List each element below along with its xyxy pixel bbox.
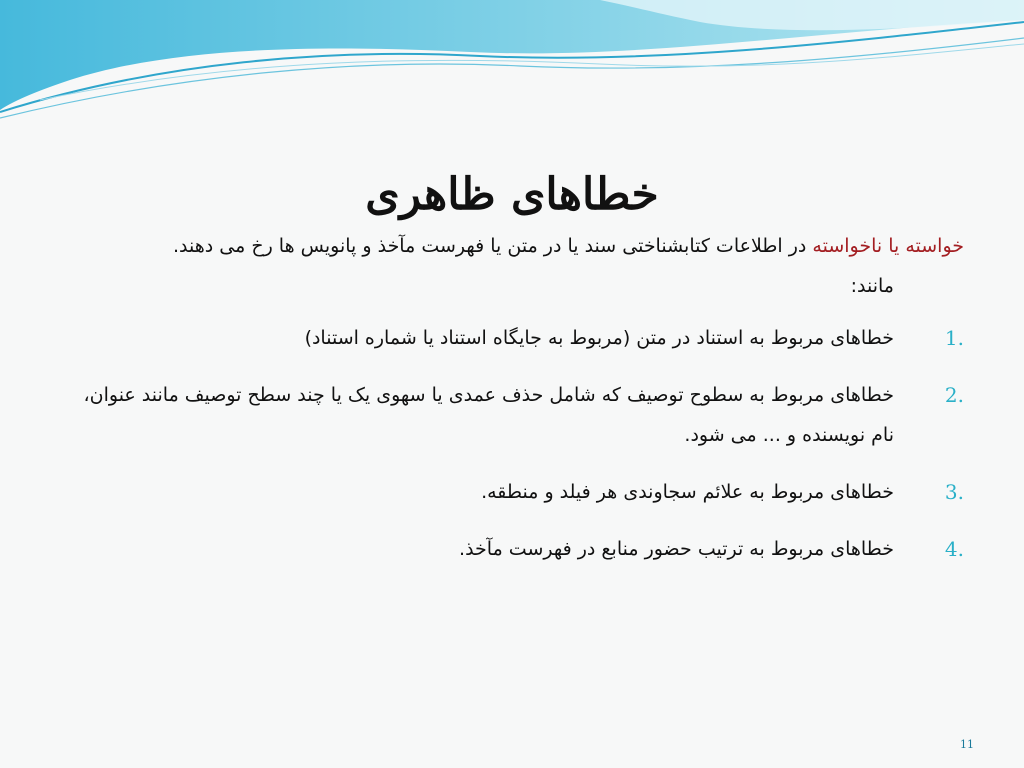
slide-title: خطاهای ظاهری xyxy=(365,169,659,221)
intro-highlight: خواسته یا ناخواسته xyxy=(812,235,964,257)
list-item-text: خطاهای مربوط به استناد در متن (مربوط به جایگاه استناد یا شماره استناد) xyxy=(304,327,894,349)
list-item-number: 2. xyxy=(944,383,964,407)
list-item xyxy=(60,375,964,455)
list-item-text: خطاهای مربوط به سطوح توصیف که شامل حذف عمدی یا سهوی یک یا چند سطح توصیف مانند عنوان، نام نویسنده و ... می شود. xyxy=(83,384,894,446)
intro-paragraph xyxy=(60,226,964,266)
list-item xyxy=(60,529,964,569)
list-item-text: خطاهای مربوط به علائم سجاوندی هر فیلد و منطقه. xyxy=(481,481,894,503)
list-item xyxy=(60,318,964,358)
page-number: 11 xyxy=(960,738,974,751)
intro-text: در اطلاعات کتابشناختی سند یا در متن یا فهرست مآخذ و پانویس ها رخ می دهند. xyxy=(173,235,813,257)
slide-content xyxy=(60,226,964,586)
intro-continuation: مانند: xyxy=(850,275,894,297)
list-item-number: 1. xyxy=(944,326,964,350)
header-wave-decoration xyxy=(0,0,1024,130)
error-list xyxy=(60,318,964,569)
list-item-number: 4. xyxy=(944,537,964,561)
list-item-text: خطاهای مربوط به ترتیب حضور منابع در فهرست مآخذ. xyxy=(459,538,894,560)
list-item xyxy=(60,472,964,512)
list-item-number: 3. xyxy=(944,480,964,504)
